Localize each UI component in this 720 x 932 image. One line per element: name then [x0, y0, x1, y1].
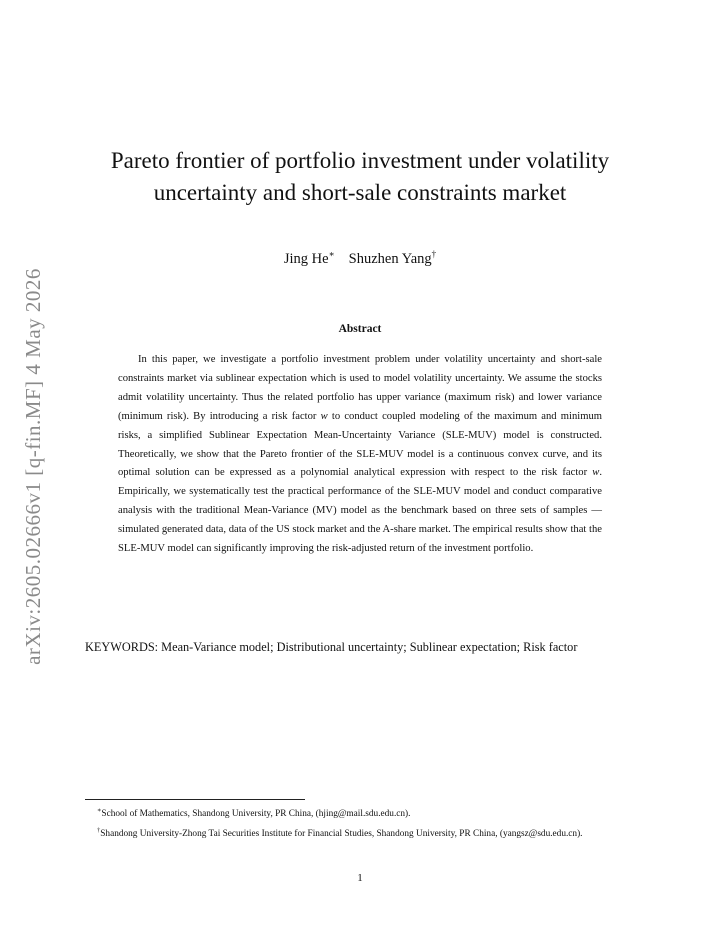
author-footnote-mark: † — [431, 249, 437, 259]
author-footnote-mark: ∗ — [328, 249, 335, 259]
title-line-1: Pareto frontier of portfolio investment under volatility — [110, 148, 610, 173]
abstract-heading: Abstract — [338, 323, 382, 335]
arxiv-id: arXiv:2605.02666v1 [q-fin.MF] 4 May 2026 — [20, 267, 45, 665]
footnote-mark: † — [97, 826, 101, 834]
footnote-text: School of Mathematics, Shandong University, PR China, (hjing@mail.sdu.edu.cn). — [101, 809, 411, 820]
risk-factor-symbol: w — [320, 410, 328, 422]
author-name: Shuzhen Yang — [348, 250, 432, 267]
keywords: KEYWORDS: Mean-Variance model; Distributional uncertainty; Sublinear expectation; Risk factor — [85, 640, 578, 654]
paper-title — [60, 145, 660, 209]
abstract-segment: In this paper, we investigate a portfolio investment problem under volatility uncertainty and short-sale constraints market via sublinear expectation which is used to model volatility uncertainty. We assume the stocks admit volatility uncertainty. Thus the related portfolio has upper variance (maximum risk) and lower variance (minimum risk). By introducing a risk factor — [118, 354, 602, 422]
footnote — [85, 823, 635, 843]
footnotes — [85, 803, 635, 842]
title-line-2: uncertainty and short-sale constraints market — [153, 180, 567, 205]
risk-factor-symbol: w — [592, 467, 600, 479]
arxiv-watermark — [12, 248, 54, 684]
footnote-divider — [85, 799, 305, 800]
abstract-segment: to conduct coupled modeling of the maximum and minimum risks, a simplified Sublinear Expectation Mean-Uncertainty Variance (SLE-MUV) model is constructed. Theoretically, we show that the Pareto frontier of the SLE-MUV model is a continuous convex curve, and its optimal solution can be expressed as a polynomial analytical expression with respect to the risk factor — [118, 410, 602, 479]
page-number: 1 — [357, 872, 363, 884]
footnote — [85, 803, 635, 823]
footnote-mark: ∗ — [97, 807, 102, 814]
abstract-text — [118, 351, 602, 559]
author-list — [60, 249, 660, 268]
author-name: Jing He — [283, 250, 329, 267]
footnote-text: Shandong University-Zhong Tai Securities Institute for Financial Studies, Shandong University, PR China, (yangsz@sdu.edu.cn). — [100, 828, 583, 839]
abstract-segment: . Empirically, we systematically test the practical performance of the SLE-MUV model and conduct comparative analysis with the traditional Mean-Variance (MV) model as the benchmark based on three sets of samples — simulated generated data, data of the US stock market and the A-share market. The empirical results show that the SLE-MUV model can significantly improving the risk-adjusted return of the investment portfolio. — [118, 467, 602, 555]
